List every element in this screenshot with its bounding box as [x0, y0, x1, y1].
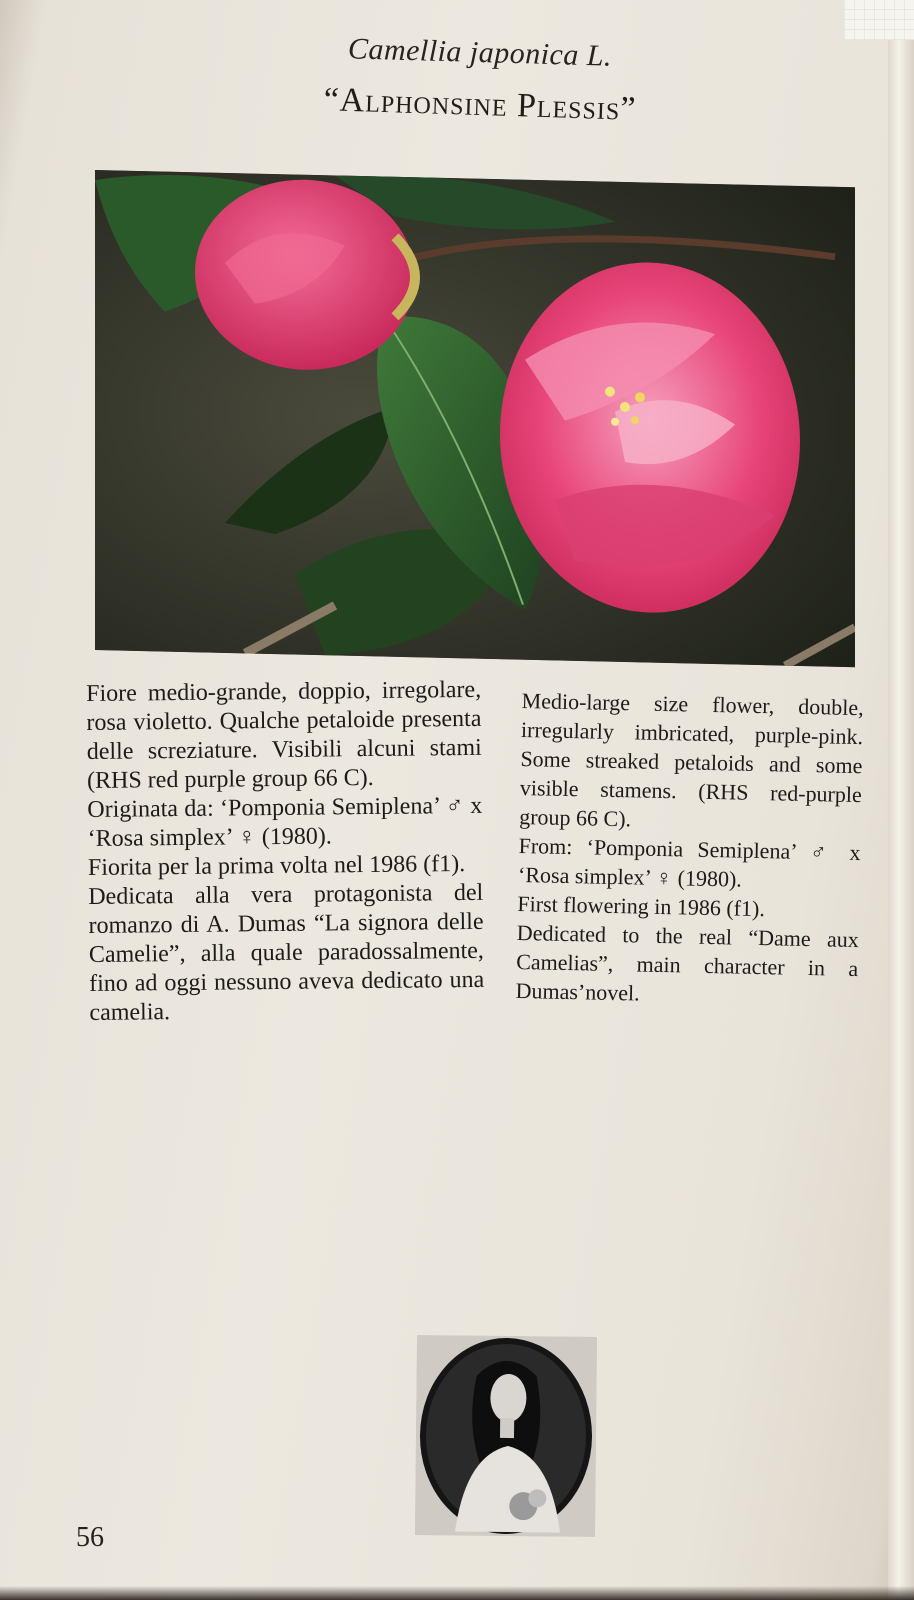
camellia-photo: [95, 170, 855, 667]
portrait-illustration: [415, 1335, 597, 1537]
cultivar-title: “Alphonsine Plessis”: [323, 81, 637, 128]
species-title: Camellia japonica L.: [347, 32, 613, 73]
bottom-shadow: [0, 1586, 914, 1600]
camellia-photo-illustration: [95, 170, 855, 667]
english-paragraph: First flowering in 1986 (f1).: [517, 890, 766, 922]
italian-description: [86, 676, 485, 1028]
italian-paragraph: Fiorita per la prima volta nel 1986 (f1).: [87, 851, 466, 881]
english-description: [515, 686, 864, 1012]
portrait-image: [415, 1335, 597, 1537]
english-paragraph: Medio-large size flower, double, irregularly imbricated, purple-pink. Some streaked petaloids and some visible stamens. (RHS red-purple group 66 C).: [519, 687, 864, 832]
page-number: 56: [76, 1522, 104, 1553]
english-paragraph: Dedicated to the real “Dame aux Camelias”, main character in a Dumas’novel.: [515, 919, 860, 1006]
italian-paragraph: Originata da: ‘Pomponia Semiplena’ ♂ x ‘Rosa simplex’ ♀ (1980).: [87, 792, 483, 852]
english-paragraph: From: ‘Pomponia Semiplena’ ♂ x ‘Rosa simplex’ ♀ (1980).: [517, 832, 861, 892]
page-edge: [888, 0, 914, 1600]
background-grid-corner: [844, 0, 914, 40]
italian-paragraph: Fiore medio-grande, doppio, irregolare, rosa violetto. Qualche petaloide presenta delle screziature. Visibili alcuni stami (RHS red purple group 66 C).: [86, 676, 482, 794]
italian-paragraph: Dedicata alla vera protagonista del romanzo di A. Dumas “La signora delle Camelie”, alla quale paradossalmente, fino ad oggi nessuno aveva dedicato una camelia.: [88, 879, 485, 1026]
